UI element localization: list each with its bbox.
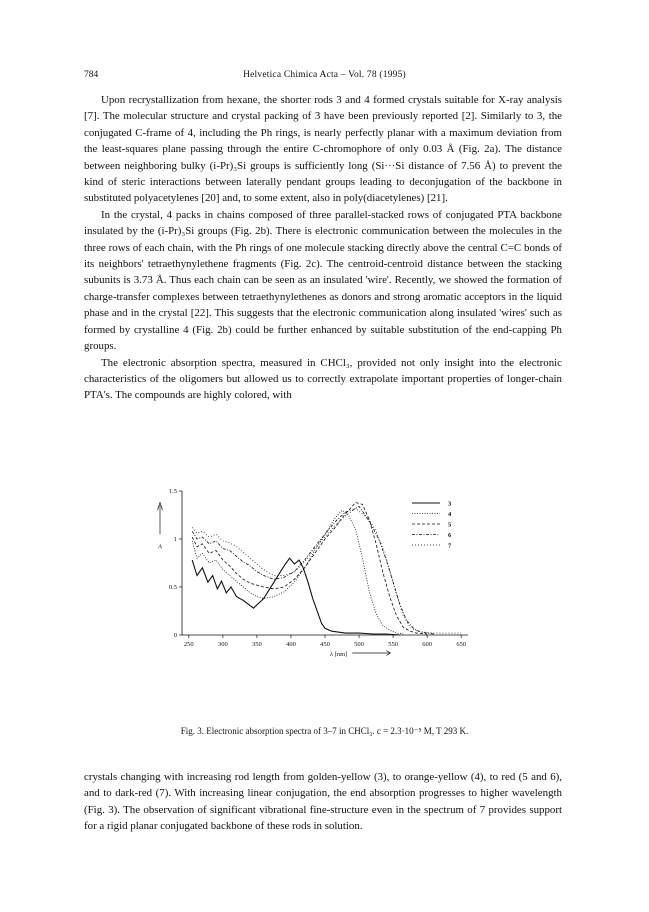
x-tick-label: 500 <box>354 641 364 648</box>
x-tick-label: 400 <box>286 641 296 648</box>
legend-label-7: 7 <box>448 542 452 550</box>
x-tick-label: 650 <box>456 641 467 648</box>
absorption-spectra-chart <box>150 483 510 663</box>
figure-3 <box>150 483 510 663</box>
x-tick-label: 250 <box>183 641 194 648</box>
body-text-top <box>84 92 562 404</box>
x-tick-label: 600 <box>422 641 433 648</box>
y-tick-label: 0 <box>173 632 177 639</box>
y-tick-label: 1 <box>173 536 177 543</box>
legend-label-4: 4 <box>448 511 452 518</box>
series-line-6 <box>192 506 434 634</box>
x-tick-label: 300 <box>217 641 228 648</box>
series-line-5 <box>192 503 427 635</box>
running-head: Helvetica Chimica Acta – Vol. 78 (1995) <box>243 70 406 80</box>
y-axis-label: A <box>158 543 162 551</box>
legend-label-3: 3 <box>448 500 452 508</box>
legend-label-5: 5 <box>448 521 452 529</box>
y-tick-label: 1.5 <box>168 488 177 495</box>
x-tick-label: 550 <box>388 641 398 648</box>
paragraph: The electronic absorption spectra, measured in CHCl₃, provided not only insight into the electronic characteristics of the oligomers but allowed us to correctly extrapolate important properties of longer-chain PTA's. The compounds are highly colored, with <box>84 356 562 402</box>
figure-caption: Fig. 3. Electronic absorption spectra of 3–7 in CHCl₃. c = 2.3·10⁻⁵ M, T 293 K. <box>180 726 469 736</box>
page-number: 784 <box>84 70 99 80</box>
y-tick-label: 0.5 <box>168 584 177 591</box>
page-header <box>0 70 649 84</box>
body-text-bottom <box>84 769 562 835</box>
x-axis-label: λ [nm] <box>329 651 348 658</box>
x-tick-label: 450 <box>320 641 330 648</box>
series-line-7 <box>192 508 461 633</box>
paragraph: Upon recrystallization from hexane, the shorter rods 3 and 4 formed crystals suitable for X-ray analysis [7]. The molecular structure and crystal packing of 3 have been previously reported [2]. Similarly to 3, the conjugated C-frame of 4, including the Ph rings, is nearly perfectly planar with a maximum deviation from the least-squares plane passing through the entire C-chromophore of only 0.03 Å (Fig. 2a). The distance between neighboring bulky (i-Pr)₃Si groups is sufficiently long (Si···Si distance of 7.56 Å) to prevent the kind of steric interactions between laterally pendant groups leading to deconjugation of the backbone in substituted polyacetylenes [20] and, to some extent, also in poly(diacetylenes) [21]. <box>84 94 562 205</box>
paragraph: In the crystal, 4 packs in chains composed of three parallel-stacked rows of conjugated PTA backbone insulated by the (i-Pr)₃Si groups (Fig. 2b). There is electronic communication between the molecules in the three rows of each chain, with the Ph rings of one molecule stacking directly above the central C=C bonds of its neighbors' tetraethynylethene fragments (Fig. 2c). The centroid-centroid distance between the stacking subunits is 3.73 Å. Thus each chain can be seen as an insulated 'wire'. Recently, we showed the formation of charge-transfer complexes between tetraethynylethenes as donors and strong aromatic acceptors in the liquid phase and in the crystal [22]. This suggests that the electronic communication along insulated 'wires' such as formed by crystalline 4 (Fig. 2b) could be further enhanced by suitable substitution of the end-capping Ph groups. <box>84 208 562 353</box>
paragraph: crystals changing with increasing rod length from golden-yellow (3), to orange-yellow (4), to red (5 and 6), and to dark-red (7). With increasing linear conjugation, the end absorption progresses to higher wavelength (Fig. 3). The observation of significant vibrational fine-structure even in the spectrum of 7 provides support for a rigid planar conjugated backbone of these rods in solution. <box>84 771 562 833</box>
legend-label-6: 6 <box>448 532 452 539</box>
series-line-4 <box>192 510 403 634</box>
x-tick-label: 350 <box>252 641 262 648</box>
